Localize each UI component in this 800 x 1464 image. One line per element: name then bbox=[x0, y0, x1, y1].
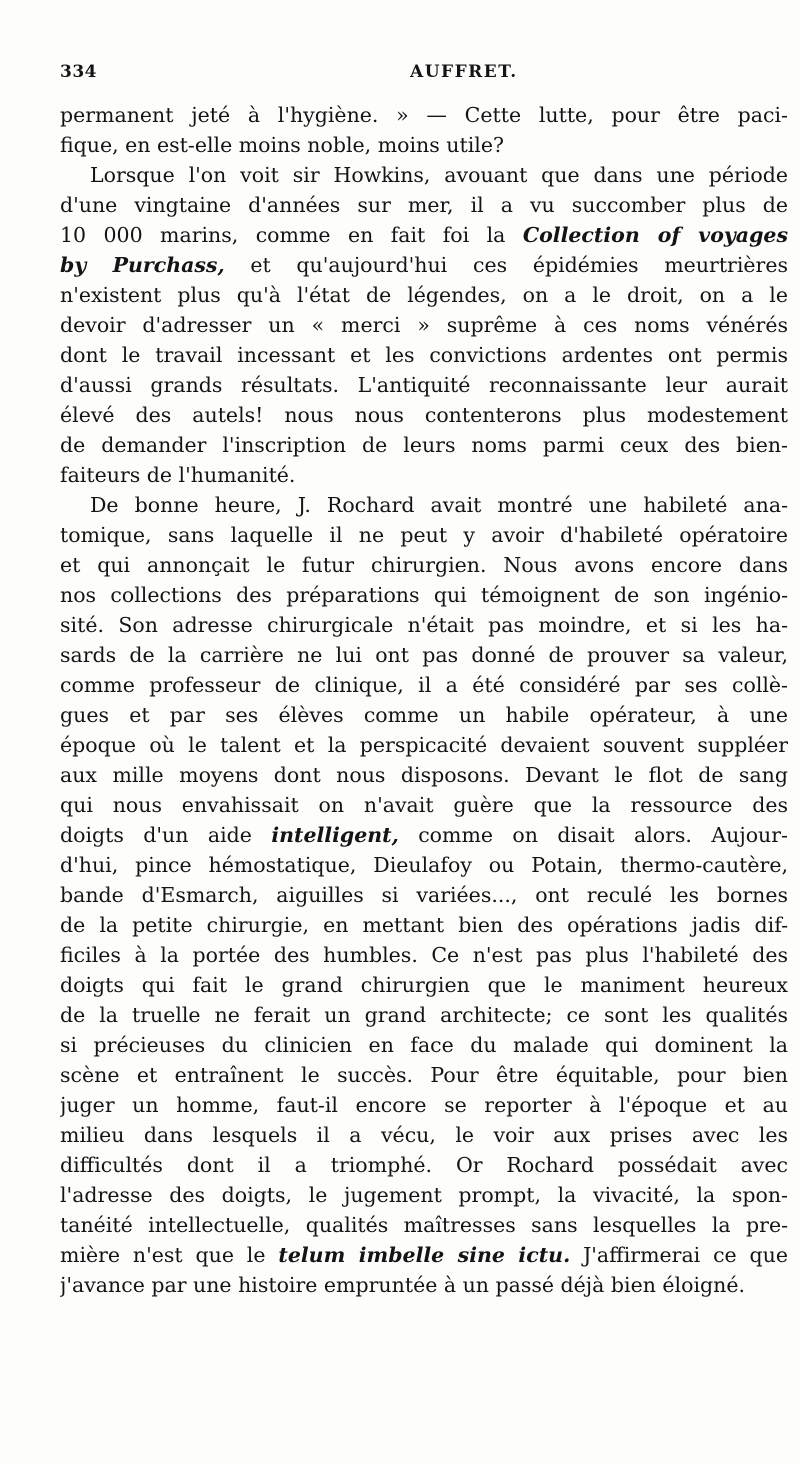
text-line: élevé des autels! nous nous contenterons plus modestement bbox=[60, 403, 788, 427]
text-line: nos collections des préparations qui témoignent de son ingénio- bbox=[60, 583, 788, 607]
text-line: Lorsque l'on voit sir Howkins, avouant que dans une période bbox=[90, 163, 788, 187]
text-line: comme professeur de clinique, il a été considéré par ses collè- bbox=[60, 673, 788, 697]
text-line: gues et par ses élèves comme un habile opérateur, à une bbox=[60, 703, 788, 727]
text-line: scène et entraînent le succès. Pour être équitable, pour bien bbox=[60, 1063, 788, 1087]
text-segment: comme on disait alors. Aujour- bbox=[418, 823, 788, 847]
text-segment: mière n'est que le bbox=[60, 1243, 266, 1267]
text-line: doigts qui fait le grand chirurgien que le maniment heureux bbox=[60, 973, 788, 997]
italic-word: intelligent, bbox=[271, 823, 399, 847]
text-line: j'avance par une histoire empruntée à un passé déjà bien éloigné. bbox=[60, 1273, 745, 1297]
text-line: bande d'Esmarch, aiguilles si variées..., ont reculé les bornes bbox=[60, 883, 788, 907]
page-header bbox=[60, 58, 790, 88]
text-line: De bonne heure, J. Rochard avait montré une habileté ana- bbox=[90, 493, 788, 517]
text-line bbox=[60, 820, 788, 850]
text-line: tomique, sans laquelle il ne peut y avoir d'habileté opératoire bbox=[60, 523, 788, 547]
text-line bbox=[60, 220, 788, 250]
running-head: AUFFRET. bbox=[410, 62, 518, 82]
text-line: d'hui, pince hémostatique, Dieulafoy ou Potain, thermo-cautère, bbox=[60, 853, 788, 877]
text-line: faiteurs de l'humanité. bbox=[60, 463, 296, 487]
text-line: et qui annonçait le futur chirurgien. Nous avons encore dans bbox=[60, 553, 788, 577]
text-segment: J'affirmerai ce que bbox=[583, 1243, 788, 1267]
text-line: tanéité intellectuelle, qualités maîtresses sans lesquelles la pre- bbox=[60, 1213, 788, 1237]
text-line: fique, en est-elle moins noble, moins utile? bbox=[60, 133, 504, 157]
text-line: de demander l'inscription de leurs noms parmi ceux des bien- bbox=[60, 433, 788, 457]
text-segment: doigts d'un aide bbox=[60, 823, 252, 847]
text-line: n'existent plus qu'à l'état de légendes, on a le droit, on a le bbox=[60, 283, 788, 307]
italic-author: by Purchass, bbox=[60, 253, 225, 277]
text-line: de la petite chirurgie, en mettant bien des opérations jadis dif- bbox=[60, 913, 788, 937]
italic-phrase: telum imbelle sine ictu. bbox=[278, 1243, 571, 1267]
text-line: d'aussi grands résultats. L'antiquité reconnaissante leur aurait bbox=[60, 373, 788, 397]
text-line: difficultés dont il a triomphé. Or Rochard possédait avec bbox=[60, 1153, 788, 1177]
text-line: sards de la carrière ne lui ont pas donné de prouver sa valeur, bbox=[60, 643, 788, 667]
text-line: devoir d'adresser un « merci » suprême à ces noms vénérés bbox=[60, 313, 788, 337]
text-line: si précieuses du clinicien en face du malade qui dominent la bbox=[60, 1033, 788, 1057]
page-number: 334 bbox=[60, 62, 97, 82]
text-line bbox=[60, 1240, 788, 1270]
italic-title: Collection of voyages bbox=[522, 223, 788, 247]
text-line: sité. Son adresse chirurgicale n'était pas moindre, et si les ha- bbox=[60, 613, 788, 637]
text-line: d'une vingtaine d'années sur mer, il a vu succomber plus de bbox=[60, 193, 788, 217]
text-segment: 10 000 marins, comme en fait foi la bbox=[60, 223, 506, 247]
text-line: aux mille moyens dont nous disposons. Devant le flot de sang bbox=[60, 763, 788, 787]
text-line: milieu dans lesquels il a vécu, le voir aux prises avec les bbox=[60, 1123, 788, 1147]
text-segment: et qu'aujourd'hui ces épidémies meurtrières bbox=[250, 253, 788, 277]
text-line: époque où le talent et la perspicacité devaient souvent suppléer bbox=[60, 733, 788, 757]
text-line bbox=[60, 250, 788, 280]
text-line: l'adresse des doigts, le jugement prompt, la vivacité, la spon- bbox=[60, 1183, 788, 1207]
text-line: qui nous envahissait on n'avait guère que la ressource des bbox=[60, 793, 788, 817]
text-line: permanent jeté à l'hygiène. » — Cette lutte, pour être paci- bbox=[60, 103, 788, 127]
text-line: juger un homme, faut-il encore se reporter à l'époque et au bbox=[60, 1093, 788, 1117]
text-line: dont le travail incessant et les convictions ardentes ont permis bbox=[60, 343, 788, 367]
text-line: de la truelle ne ferait un grand architecte; ce sont les qualités bbox=[60, 1003, 788, 1027]
text-line: ficiles à la portée des humbles. Ce n'est pas plus l'habileté des bbox=[60, 943, 788, 967]
